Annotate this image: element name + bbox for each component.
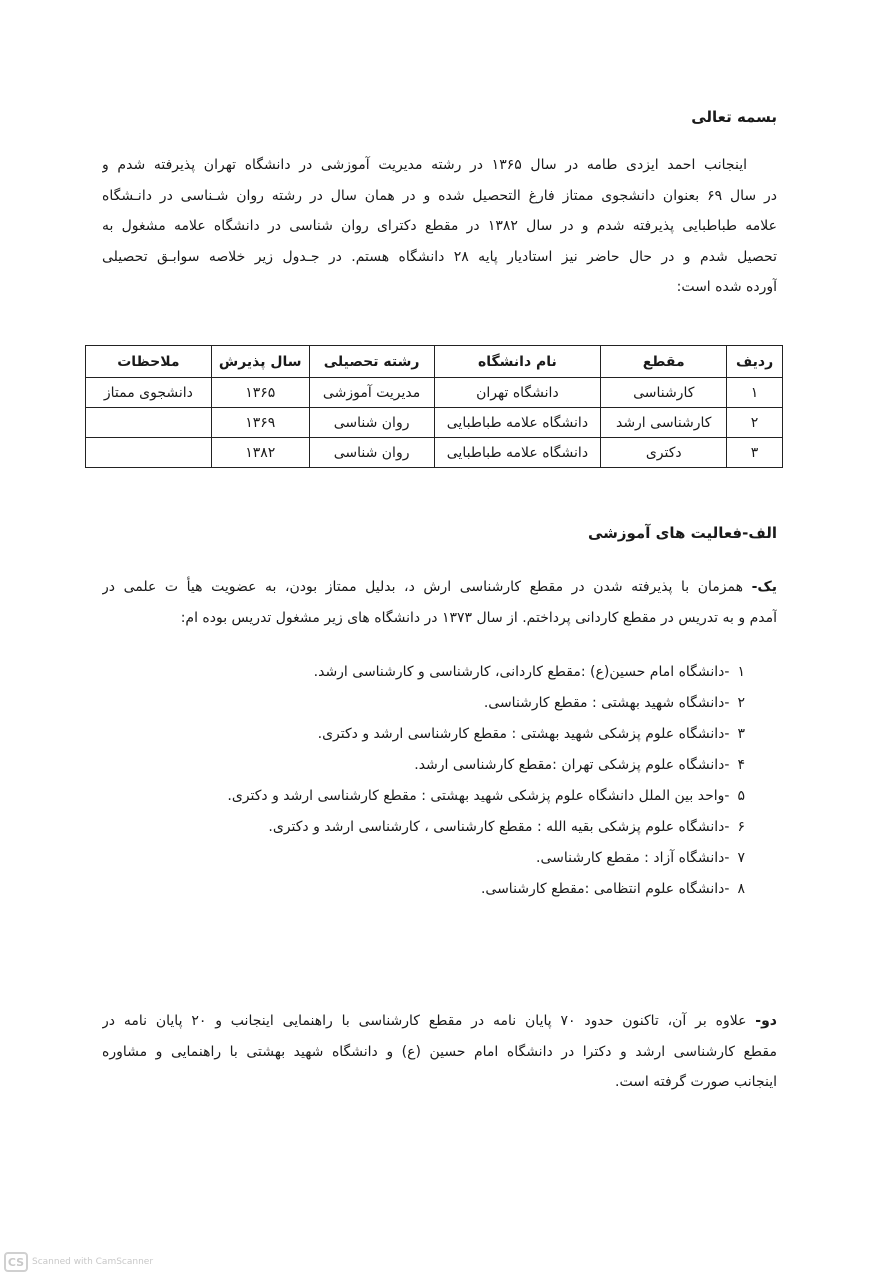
section-one-text: همزمان با پذیرفته شدن در مقطع کارشناسی ارش د، بدلیل ممتاز بودن، به عضویت هیأ ت علمی در xyxy=(102,579,752,595)
table-cell: ۳ xyxy=(727,438,783,468)
section-one-paragraph xyxy=(102,572,777,633)
header-cell: رشته تحصیلی xyxy=(309,346,434,378)
table-cell: مدیریت آموزشی xyxy=(309,378,434,408)
section-two-line: مقطع کارشناسی ارشد و دکترا در دانشگاه امام حسین (ع) و دانشگاه شهید بهشتی با راهنمایی و مشاوره xyxy=(102,1043,777,1060)
table-row xyxy=(86,378,783,408)
table-cell: دانشگاه علامه طباطبایی xyxy=(434,408,601,438)
table-row xyxy=(86,438,783,468)
intro-paragraph xyxy=(102,150,777,303)
intro-line: اینجانب احمد ایزدی طامه در سال ۱۳۶۵ در رشته مدیریت آموزشی در دانشگاه تهران پذیرفته شدم و xyxy=(102,157,747,173)
list-item: ۴-دانشگاه علوم پزشکی تهران :مقطع کارشناسی ارشد. xyxy=(414,757,745,773)
section-one-line: آمدم و به تدریس در مقطع کاردانی پرداختم. از سال ۱۳۷۳ در دانشگاه های زیر مشغول تدریس بوده ام: xyxy=(180,609,777,626)
list-item: ۱-دانشگاه امام حسین(ع) :مقطع کاردانی، کارشناسی و کارشناسی ارشد. xyxy=(313,664,745,680)
section-one-lead: یک- xyxy=(751,579,777,595)
table-cell: ۲ xyxy=(727,408,783,438)
list-item: ۸-دانشگاه علوم انتظامی :مقطع کارشناسی. xyxy=(480,881,745,897)
table-cell: ۱۳۶۵ xyxy=(211,378,309,408)
table-cell: دانشگاه تهران xyxy=(434,378,601,408)
intro-line: آورده شده است: xyxy=(676,279,777,295)
list-item: ۵-واحد بین الملل دانشگاه علوم پزشکی شهید بهشتی : مقطع کارشناسی ارشد و دکتری. xyxy=(227,788,745,804)
section-two-line: اینجانب صورت گرفته است. xyxy=(615,1074,777,1090)
table-cell xyxy=(86,408,212,438)
list-item: ۷-دانشگاه آزاد : مقطع کارشناسی. xyxy=(536,850,745,866)
table-cell: روان شناسی xyxy=(309,438,434,468)
header-cell: نام دانشگاه xyxy=(434,346,601,378)
table-cell: کارشناسی ارشد xyxy=(601,408,727,438)
table-cell: ۱۳۶۹ xyxy=(211,408,309,438)
teaching-list xyxy=(227,657,745,905)
intro-line: تحصیل شدم و در حال حاضر نیز استادیار پایه ۲۸ دانشگاه هستم. در جـدول زیر خلاصه سوابـق تحصیلی xyxy=(102,248,777,265)
intro-line: علامه طباطبایی پذیرفته شدم و در سال ۱۳۸۲ در مقطع دکترای روان شناسی در دانشگاه علامه مشغول به xyxy=(102,218,777,234)
section-two-paragraph xyxy=(102,1006,777,1098)
section-two-line xyxy=(102,1006,777,1037)
list-item: ۶-دانشگاه علوم پزشکی بقیه الله : مقطع کارشناسی ، کارشناسی ارشد و دکتری. xyxy=(268,819,745,835)
header-cell: مقطع xyxy=(601,346,727,378)
list-item: ۲-دانشگاه شهید بهشتی : مقطع کارشناسی. xyxy=(483,695,745,711)
table-cell: روان شناسی xyxy=(309,408,434,438)
header-cell: ردیف xyxy=(727,346,783,378)
section-two-text: علاوه بر آن، تاکنون حدود ۷۰ پایان نامه در مقطع کارشناسی با راهنمایی اینجانب و ۲۰ پایان نامه در xyxy=(102,1013,756,1029)
table-cell: دانشجوی ممتاز xyxy=(86,378,212,408)
table-cell: دکتری xyxy=(601,438,727,468)
table-cell: ۱ xyxy=(727,378,783,408)
section-one-line xyxy=(102,572,777,603)
watermark-text: Scanned with CamScanner xyxy=(32,1257,154,1267)
document-title: بسمه تعالی xyxy=(691,108,777,126)
header-cell: ملاحظات xyxy=(86,346,212,378)
table-cell xyxy=(86,438,212,468)
education-table xyxy=(85,345,783,468)
table-row xyxy=(86,408,783,438)
header-cell: سال پذیرش xyxy=(211,346,309,378)
table-cell: کارشناسی xyxy=(601,378,727,408)
camscanner-watermark xyxy=(4,1250,153,1274)
section-two-lead: دو- xyxy=(755,1013,777,1029)
table-header-row xyxy=(86,346,783,378)
table-cell: دانشگاه علامه طباطبایی xyxy=(434,438,601,468)
section-a-heading: الف-فعالیت های آموزشی xyxy=(587,524,777,542)
table-cell: ۱۳۸۲ xyxy=(211,438,309,468)
list-item: ۳-دانشگاه علوم پزشکی شهید بهشتی : مقطع کارشناسی ارشد و دکتری. xyxy=(317,726,745,742)
camscanner-logo-icon: CS xyxy=(4,1252,28,1272)
intro-line: در سال ۶۹ بعنوان دانشجوی ممتاز فارغ التحصیل شده و در همان سال در رشته روان شـناسی در دانـشگاه xyxy=(102,187,777,204)
